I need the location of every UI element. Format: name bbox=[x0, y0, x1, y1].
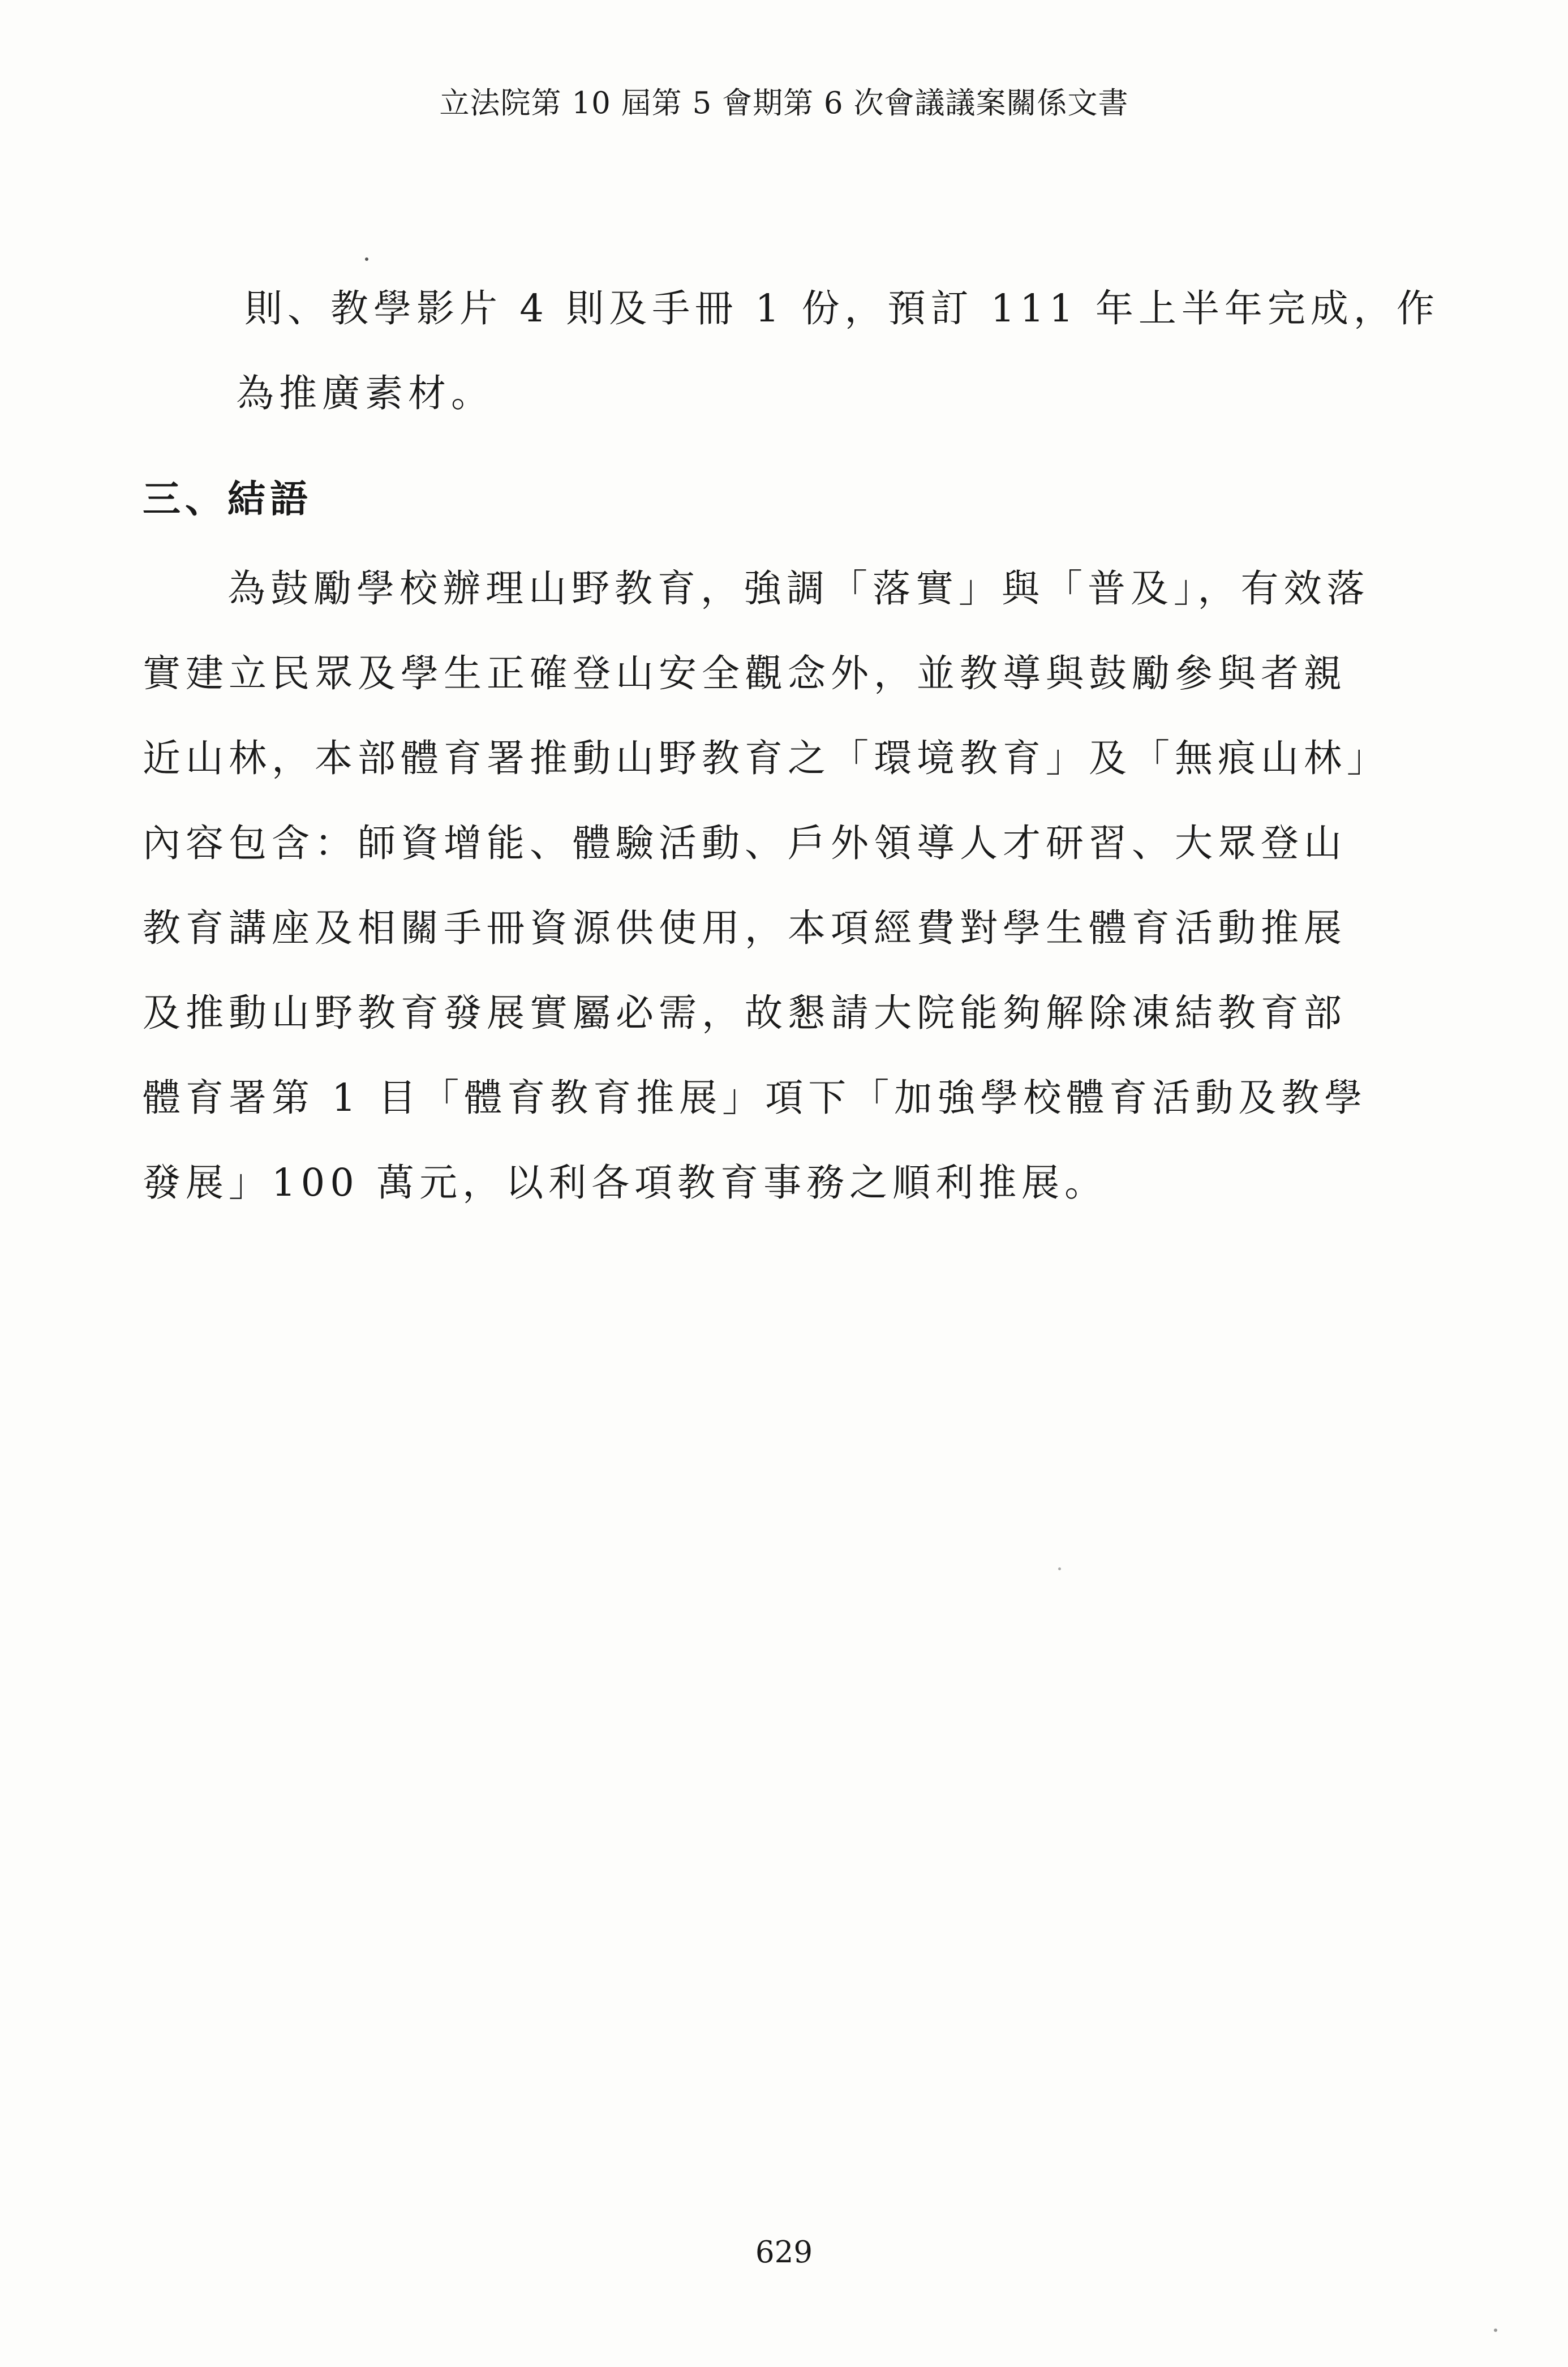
scan-speck bbox=[1058, 1567, 1061, 1570]
paragraph-line: 發展」100 萬元，以利各項教育事務之順利推展。 bbox=[143, 1161, 1108, 1205]
paragraph-line: 內容包含：師資增能、體驗活動、戶外領導人才研習、大眾登山 bbox=[143, 821, 1347, 865]
paragraph-line: 體育署第 1 目「體育教育推展」項下「加強學校體育活動及教學 bbox=[143, 1076, 1368, 1120]
page-number: 629 bbox=[755, 2235, 813, 2270]
paragraph-line: 近山林，本部體育署推動山野教育之「環境教育」及「無痕山林」 bbox=[143, 736, 1390, 780]
section-heading: 三、結語 bbox=[143, 476, 312, 521]
scan-speck bbox=[1494, 2329, 1497, 2332]
paragraph-line: 及推動山野教育發展實屬必需，故懇請大院能夠解除凍結教育部 bbox=[143, 991, 1347, 1035]
paragraph-line: 實建立民眾及學生正確登山安全觀念外，並教導與鼓勵參與者親 bbox=[143, 651, 1347, 695]
paragraph-line: 教育講座及相關手冊資源供使用，本項經費對學生體育活動推展 bbox=[143, 906, 1347, 950]
running-header: 立法院第 10 屆第 5 會期第 6 次會議議案關係文書 bbox=[439, 86, 1129, 121]
paragraph-line: 為鼓勵學校辦理山野教育，強調「落實」與「普及」，有效落 bbox=[227, 566, 1370, 611]
scan-speck bbox=[365, 257, 368, 261]
paragraph-line: 為推廣素材。 bbox=[236, 371, 494, 415]
paragraph-line: 則、教學影片 4 則及手冊 1 份，預訂 111 年上半年完成，作 bbox=[244, 286, 1440, 330]
